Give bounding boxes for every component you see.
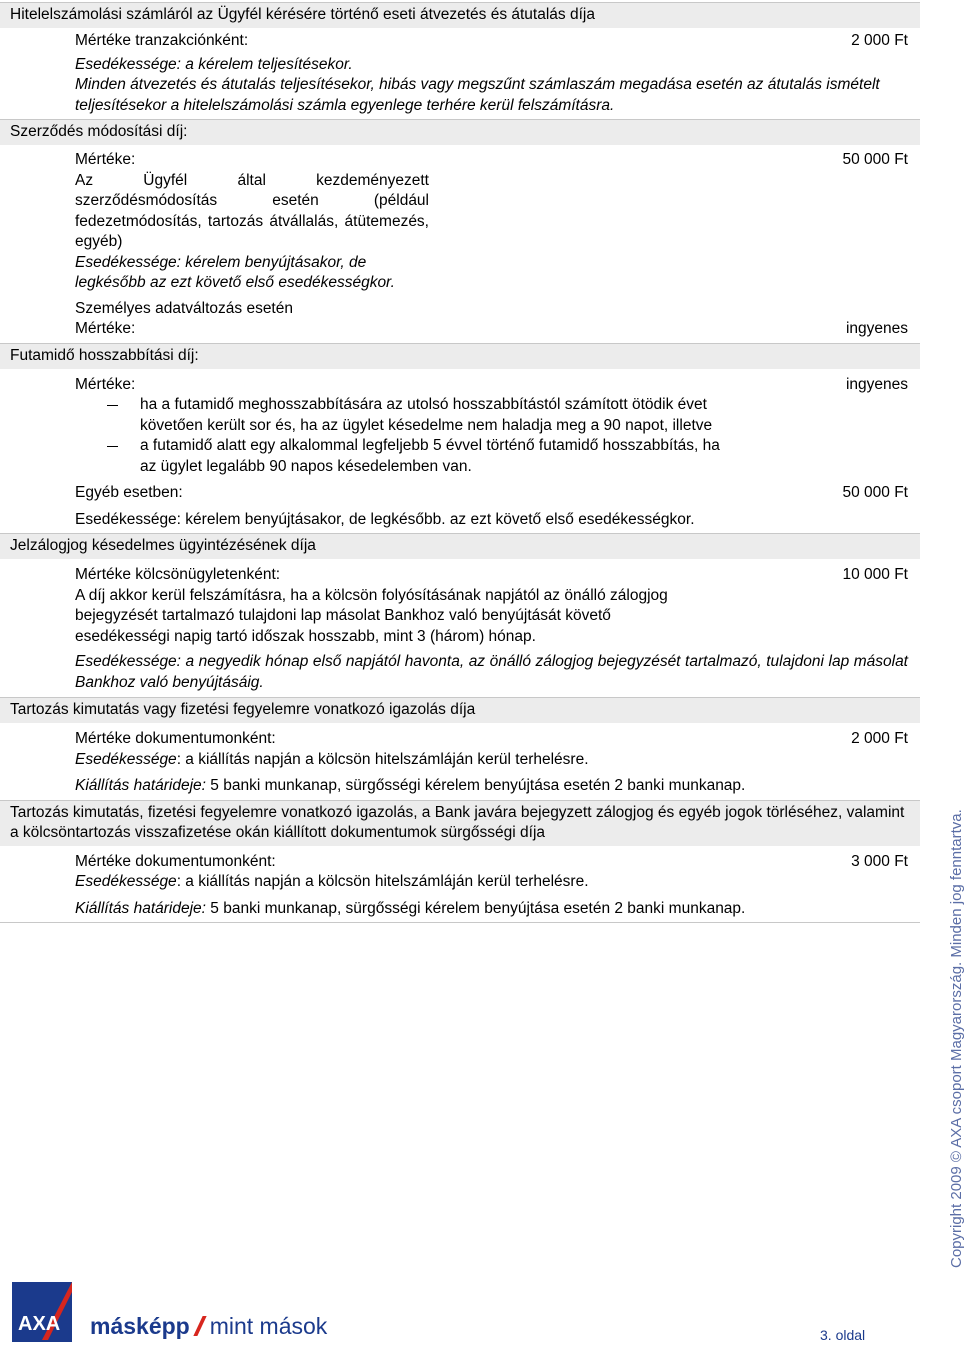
fee-row: [0, 150, 920, 171]
list-item: a futamidő alatt egy alkalommal legfeljebb 5 évvel történő futamidő hosszabbítás, ha az ügylet legalább 90 napos késedelemben van.: [0, 436, 920, 477]
fee-amount: 2 000 Ft: [851, 32, 908, 49]
fee-amount: 50 000 Ft: [842, 151, 908, 168]
due-text: Esedékessége: kérelem benyújtásakor, de legkésőbb az ezt követő első esedékességkor.: [75, 253, 395, 291]
axa-logo: [12, 1282, 72, 1342]
axa-logo-icon: [12, 1282, 72, 1342]
section-title: Tartozás kimutatás, fizetési fegyelemre vonatkozó igazolás, a Bank javára bejegyzett zálogjog és egyéb jogok törléséhez, valamint a kölcsöntartozás visszafizetése okán kiállított dokumentumok sürgősségi díja: [0, 800, 920, 846]
fee-amount: 2 000 Ft: [851, 730, 908, 747]
due-text: Esedékessége: kérelem benyújtásakor, de legkésőbb. az ezt követő első esedékességkor.: [75, 510, 695, 528]
deadline-value: 5 banki munkanap, sürgősségi kérelem benyújtása esetén 2 banki munkanap.: [205, 777, 746, 794]
section-title: Tartozás kimutatás vagy fizetési fegyelemre vonatkozó igazolás díja: [0, 697, 920, 723]
fee-row: [0, 483, 920, 504]
deadline-line: [0, 899, 920, 924]
fee-label: Mértéke dokumentumonként:: [75, 852, 276, 870]
due-text: Esedékessége: a negyedik hónap első napjától havonta, az önálló zálogjog bejegyzését tartalmazó, tulajdoni lap másolat Bankhoz való benyújtásáig.: [75, 653, 908, 691]
due-value: : a kiállítás napján a kölcsön hitelszámláján kerül terhelésre.: [176, 750, 589, 768]
fee-label: Mértéke:: [75, 320, 136, 337]
due-label: Esedékessége: [75, 750, 177, 768]
personal-change: Személyes adatváltozás esetén: [75, 299, 293, 317]
logo-text: AXA: [18, 1313, 61, 1335]
fee-amount: ingyenes: [845, 375, 908, 393]
note-text: Minden átvezetés és átutalás teljesítésekor, hibás vagy megszűnt számlaszám megadása esetén az átutalás ismételt teljesítésekor a hitelelszámolási számla egyenlege terhére kerül felszámításra.: [75, 76, 880, 114]
due-line: [0, 750, 920, 771]
fee-label: Egyéb esetben:: [75, 484, 183, 501]
deadline-value: 5 banki munkanap, sürgősségi kérelem benyújtása esetén 2 banki munkanap.: [205, 899, 746, 917]
fee-row: [0, 729, 920, 750]
fee-amount: 10 000 Ft: [842, 566, 908, 583]
fee-label: Mértéke dokumentumonként:: [75, 730, 276, 747]
due-value: : a kiállítás napján a kölcsön hitelszámláján kerül terhelésre.: [176, 873, 589, 890]
fee-row: [0, 31, 920, 52]
description: A díj akkor kerül felszámításra, ha a kölcsön folyósításának napjától az önálló zálogjog bejegyzését tartalmazó tulajdoni lap másolat Bankhoz való benyújtását követő esedékességi napig tartó időszak hosszabb, mint 3 (három) hónap.: [75, 586, 668, 645]
due-line: [0, 872, 920, 893]
deadline-label: Kiállítás határideje:: [75, 899, 206, 917]
fee-row: [0, 565, 920, 586]
section-title: Szerződés módosítási díj:: [0, 119, 920, 145]
section-title: Futamidő hosszabbítási díj:: [0, 343, 920, 369]
section-title: Jelzálogjog késedelmes ügyintézésének díja: [0, 533, 920, 559]
slogan: [90, 1313, 327, 1340]
fee-label: Mértéke:: [75, 375, 136, 393]
due-text: Esedékessége: a kérelem teljesítésekor.: [75, 55, 353, 73]
slogan-rest: mint mások: [209, 1313, 328, 1339]
fee-amount: 50 000 Ft: [842, 484, 908, 501]
fee-amount: 3 000 Ft: [851, 852, 908, 870]
desc-block: [0, 171, 920, 294]
due-label: Esedékessége: [75, 873, 177, 890]
copyright-text: Copyright 2009 © AXA csoport Magyarország. Minden jog fenntartva.: [948, 809, 965, 1268]
fee-label: Mértéke kölcsönügyletenként:: [75, 566, 281, 583]
deadline-line: [0, 776, 920, 797]
fee-label: Mértéke tranzakciónként:: [75, 32, 249, 49]
slogan-bold: másképp: [90, 1313, 190, 1339]
fee-row: [0, 319, 920, 340]
list-item: ha a futamidő meghosszabbítására az utolsó hosszabbítástól számított ötödik évet követően került sor és, ha az ügylet késedelme nem haladja meg a 90 napot, illetve: [0, 395, 920, 436]
fee-row: [0, 852, 920, 873]
deadline-label: Kiállítás határideje:: [75, 777, 206, 794]
fee-row: [0, 375, 920, 396]
section-title: Hitelelszámolási számláról az Ügyfél kérésére történő eseti átvezetés és átutalás díja: [0, 2, 920, 28]
page-number: 3. oldal: [820, 1327, 866, 1343]
fee-label: Mértéke:: [75, 151, 136, 168]
slash-mark: [193, 1316, 206, 1336]
description: Az Ügyfél által kezdeményezett szerződésmódosítás esetén (például fedezetmódosítás, tartozás átvállalás, átütemezés, egyéb): [75, 171, 429, 250]
fee-amount: ingyenes: [845, 320, 908, 337]
